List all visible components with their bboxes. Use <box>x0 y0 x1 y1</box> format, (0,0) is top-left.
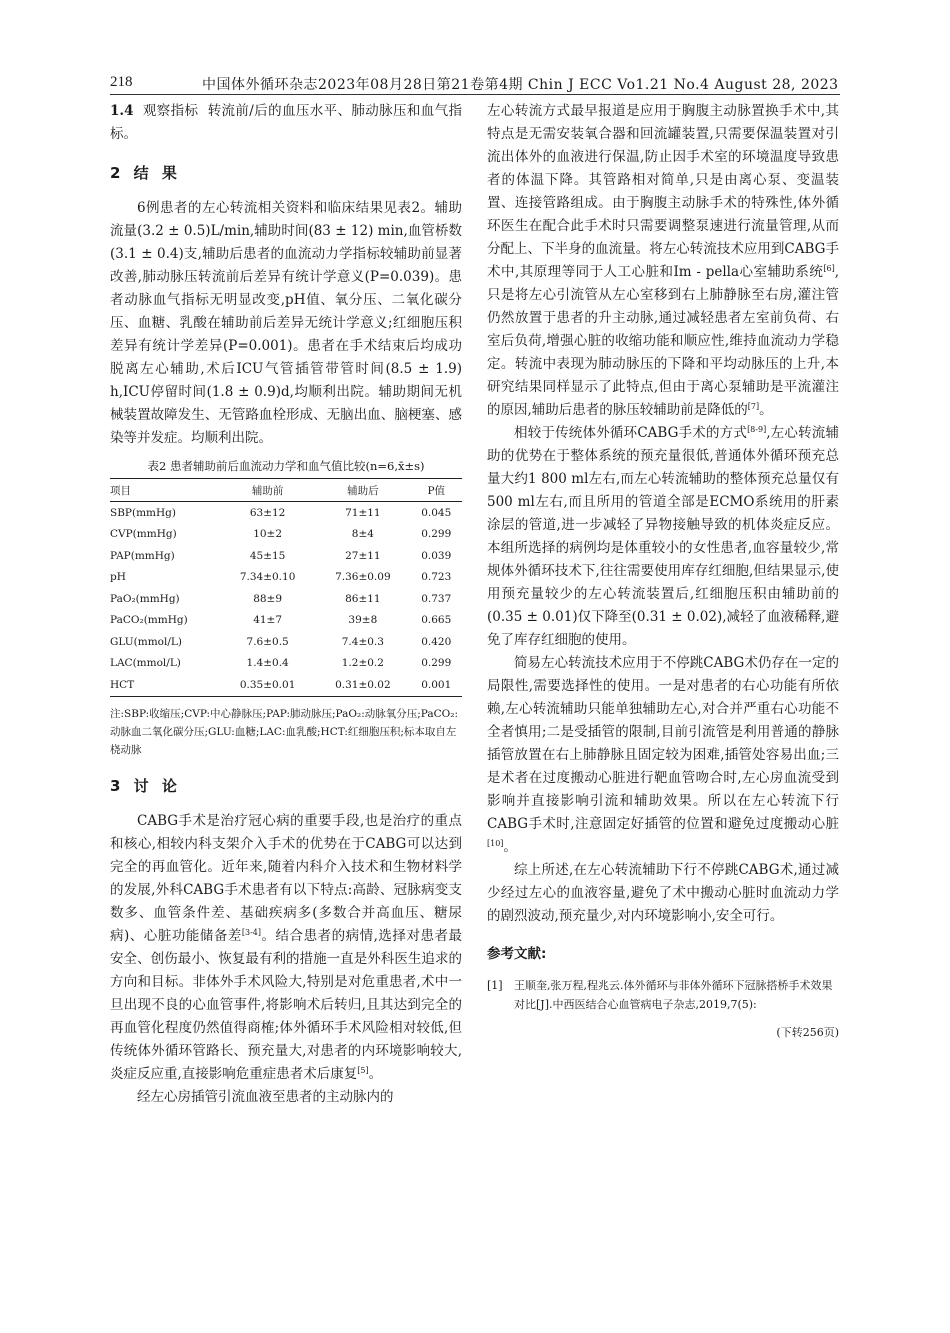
cell-before: 7.6±0.5 <box>246 635 289 648</box>
discussion-paragraph-1 <box>110 810 462 1086</box>
discussion-paragraph-2-start: 经左心房插管引流血液至患者的主动脉内的 <box>137 1088 394 1105</box>
cell-p: 0.737 <box>421 592 452 605</box>
cell-after: 7.36±0.09 <box>335 571 391 584</box>
table-2-caption: 表2 患者辅助前后血流动力学和血气值比较(n=6,x̄±s) <box>147 459 425 473</box>
table-row <box>110 567 462 589</box>
right-p1-text-a: 左心转流方式最早报道是应用于胸腹主动脉置换手术中,其特点是无需安装氧合器和回流罐装置,只需要保温装置对引流出体外的血液进行保温,防止因手术室的环境温度导致患者的体温下降。其管路相对简单,只是由离心泵、变温装置、连接管路组成。由于胸腹主动脉手术的特殊性,体外循环医生在配合此手术时只需要调整泵速进行流量管理,从而分配上、下半身的血流量。将左心转流技术应用到CABG手术中,其原理等同于人工心脏和Im - pella心室辅助系统 <box>487 103 839 280</box>
table-row <box>110 653 462 675</box>
table-row <box>110 588 462 610</box>
cell-after: 0.31±0.02 <box>315 674 410 696</box>
discussion-text-c: 。 <box>368 1065 383 1082</box>
cell-before: 45±15 <box>249 549 286 562</box>
cell-after: 71±11 <box>345 506 381 519</box>
cell-item: CVP(mmHg) <box>110 528 177 541</box>
right-paragraph-3 <box>487 652 839 859</box>
col-header-p: P值 <box>410 479 462 502</box>
col-header-after: 辅助后 <box>315 479 410 502</box>
citation-7: [7] <box>747 402 760 411</box>
table-row <box>110 502 462 524</box>
cell-before: 41±7 <box>253 614 283 627</box>
col-header-item: 项目 <box>110 479 220 502</box>
section-1-4-title: 观察指标 <box>142 103 199 119</box>
cell-before: 88±9 <box>253 592 283 605</box>
cell-p: 0.665 <box>421 614 452 627</box>
table-row <box>110 545 462 567</box>
cell-before: 1.4±0.4 <box>246 657 289 670</box>
cell-before: 10±2 <box>253 528 283 541</box>
citation-6: [6] <box>823 264 835 273</box>
cell-after: 8±4 <box>351 528 374 541</box>
reference-number: [1] <box>487 979 503 992</box>
section-1-4-number: 1.4 <box>110 103 134 119</box>
citation-5: [5] <box>357 1065 369 1075</box>
table-row <box>110 631 462 653</box>
right-p1-text-c: 。 <box>759 402 773 418</box>
right-paragraph-4: 综上所述,在左心转流辅助下行不停跳CABG术,通过减少经过左心的血液容量,避免了术中搬动心脏时血流动力学的剧烈波动,预充量少,对内环境影响小,安全可行。 <box>487 862 839 924</box>
table-2 <box>110 478 462 697</box>
section-1-4-text: 转流前/后的血压水平、肺动脉压和血气指标。 <box>110 103 462 142</box>
references-heading: 参考文献: <box>487 946 547 962</box>
citation-8-9: [8-9] <box>747 425 767 434</box>
table-row <box>110 674 462 696</box>
cell-p: 0.723 <box>421 571 452 584</box>
right-p1-text-b: ,只是将左心引流管从左心室移到右上肺静脉至右房,灌注管仍然放置于患者的升主动脉,通过减轻患者左室前负荷、右室后负荷,增强心脏的收缩功能和顺应性,维持血流动力学稳定。转流中表现为肺动脉压的下降和平均动脉压的上升,本研究结果同样显示了此特点,但由于离心泵辅助是平流灌注的原因,辅助后患者的脉压较辅助前是降低的 <box>487 264 839 418</box>
table-header-row <box>110 479 462 502</box>
citation-10: [10] <box>487 839 504 848</box>
table-row <box>110 524 462 546</box>
page-number: 218 <box>110 74 133 90</box>
cell-item: PaO₂(mmHg) <box>110 592 180 605</box>
cell-after: 7.4±0.3 <box>341 635 384 648</box>
cell-before: 7.34±0.10 <box>239 571 296 584</box>
cell-item: pH <box>110 571 126 584</box>
heading-discussion: 3 讨 论 <box>110 776 181 795</box>
right-p3-text-b: 。 <box>503 839 517 855</box>
cell-p: 0.039 <box>421 549 452 562</box>
cell-after: 1.2±0.2 <box>341 657 384 670</box>
cell-p: 0.299 <box>421 528 452 541</box>
cell-after: 86±11 <box>345 592 381 605</box>
reference-text: 王顺奎,张万程,程兆云.体外循环与非体外循环下冠脉搭桥手术效果对比[J].中西医结合心血管病电子杂志,2019,7(5): <box>514 979 833 1011</box>
reference-item <box>487 976 839 1014</box>
left-column <box>110 100 462 1109</box>
cell-item: HCT <box>110 674 220 696</box>
cell-item: PAP(mmHg) <box>110 549 175 562</box>
cell-p: 0.420 <box>421 635 452 648</box>
cell-p: 0.045 <box>421 506 452 519</box>
right-p2-text-a: 相较于传统体外循环CABG手术的方式 <box>514 425 748 441</box>
discussion-text-b: 。结合患者的病情,选择对患者最安全、创伤最小、恢复最有利的措施一直是外科医生追求的方向和目标。非体外手术风险大,特别是对危重患者,术中一旦出现不良的心血管事件,将影响术后转归,且其达到完全的再血管化程度仍然值得商榷;体外循环手术风险相对较低,但传统体外循环管路长、预充量大,对患者的内环境影响较大,炎症反应重,直接影响危重症患者术后康复 <box>110 927 462 1082</box>
right-paragraph-1 <box>487 100 839 422</box>
right-p3-text-a: 简易左心转流技术应用于不停跳CABG术仍存在一定的局限性,需要选择性的使用。一是对患者的右心功能有所依赖,左心转流辅助只能单独辅助左心,对合并严重右心功能不全者慎用;二是受插管的限制,目前引流管是利用普通的静脉插管放置在右上肺静脉且固定较为困难,插管处容易出血;三是术者在过度搬动心脏进行靶血管吻合时,左心房血流受到影响并直接影响引流和辅助效果。所以在左心转流下行CABG手术时,注意固定好插管的位置和避免过度搬动心脏 <box>487 655 839 832</box>
cell-item: LAC(mmol/L) <box>110 657 181 670</box>
discussion-text-a: CABG手术是治疗冠心病的重要手段,也是治疗的重点和核心,相较内科支架介入手术的优势在于CABG可以达到完全的再血管化。近年来,随着内科介入技术和生物材料学的发展,外科CABG手术患者有以下特点:高龄、冠脉病变支数多、血管条件差、基础疾病多(多数合并高血压、糖尿病)、心脏功能储备差 <box>110 812 462 944</box>
col-header-before: 辅助前 <box>220 479 315 502</box>
running-header <box>110 72 840 95</box>
journal-info: 中国体外循环杂志2023年08月28日第21卷第4期 Chin J ECC Vo1.21 No.4 August 28, 2023 <box>202 77 839 93</box>
right-paragraph-2 <box>487 422 839 652</box>
cell-before: 0.35±0.01 <box>220 674 315 696</box>
right-column <box>487 100 839 1040</box>
results-paragraph: 6例患者的左心转流相关资料和临床结果见表2。辅助流量(3.2 ± 0.5)L/min,辅助时间(83 ± 12) min,血管桥数(3.1 ± 0.4)支,辅助后患者的血流动力学指标较辅助前显著改善,肺动脉压转流前后差异有统计学意义(P=0.039)。患者动脉血气指标无明显改变,pH值、氧分压、二氧化碳分压、血糖、乳酸在辅助前后差异无统计学意义;红细胞压积差异有统计学差异(P=0.001)。患者在手术结束后均成功脱离左心辅助,术后ICU气管插管带管时间(8.5 ± 1.9) h,ICU停留时间(1.8 ± 0.9)d,均顺利出院。辅助期间无机械装置故障发生、无管路血栓形成、无脑出血、脑梗塞、感染等并发症。均顺利出院。 <box>110 200 462 446</box>
cell-before: 63±12 <box>249 506 286 519</box>
continued-note: (下转256页) <box>776 1026 839 1039</box>
cell-item: GLU(mmol/L) <box>110 635 182 648</box>
table-row <box>110 610 462 632</box>
right-p2-text-b: ,左心转流辅助的优势在于整体系统的预充量很低,普通体外循环预充总量大约1 800 ml左右,而左心转流辅助的整体预充总量仅有500 ml左右,而且所用的管道全部是ECMO系统用的肝素涂层的管道,进一步减轻了异物接触导致的机体炎症反应。本组所选择的病例均是体重较小的女性患者,血容量较少,常规体外循环技术下,往往需要使用库存红细胞,但结果显示,使用预充量较少的左心转流装置后,红细胞压积由辅助前的(0.35 ± 0.01)仅下降至(0.31 ± 0.02),减轻了血液稀释,避免了库存红细胞的使用。 <box>487 425 839 648</box>
cell-item: SBP(mmHg) <box>110 506 176 519</box>
cell-after: 27±11 <box>345 549 381 562</box>
citation-3-4: [3-4] <box>241 927 262 937</box>
cell-p: 0.299 <box>421 657 452 670</box>
table-2-note: 注:SBP:收缩压;CVP:中心静脉压;PAP:肺动脉压;PaO₂:动脉氧分压;PaCO₂:动脉血二氧化碳分压;GLU:血糖;LAC:血乳酸;HCT:红细胞压积;标本取自左桡动脉 <box>110 707 459 756</box>
section-1-4 <box>110 100 462 146</box>
heading-results: 2 结 果 <box>110 164 181 182</box>
cell-item: PaCO₂(mmHg) <box>110 614 188 627</box>
cell-after: 39±8 <box>348 614 378 627</box>
cell-p: 0.001 <box>410 674 462 696</box>
